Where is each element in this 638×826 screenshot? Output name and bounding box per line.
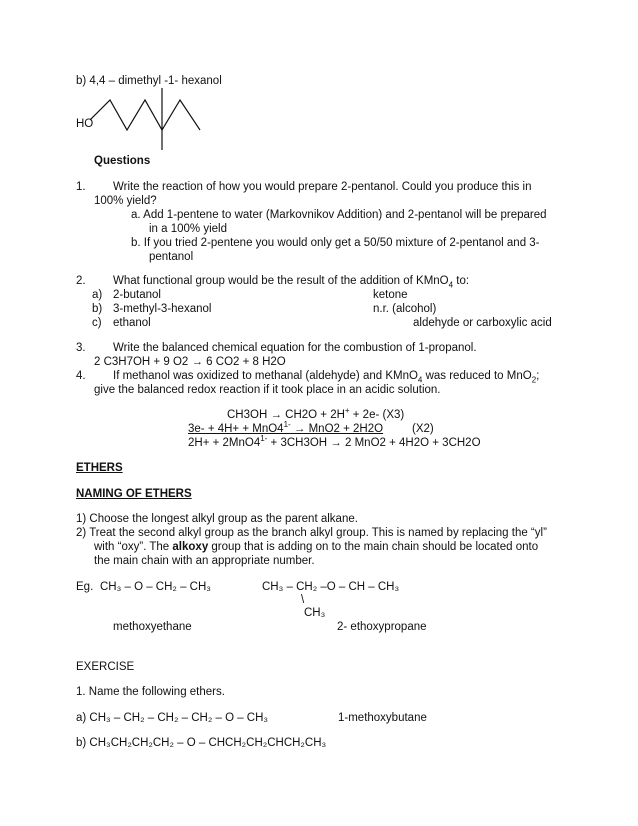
- naming-rule-2-cont: with “oxy”. The alkoxy group that is adding on to the main chain should be located onto: [94, 541, 539, 553]
- ethers-heading: ETHERS: [76, 462, 123, 474]
- q2-number: 2.: [76, 275, 86, 287]
- q3-text: Write the balanced chemical equation for the combustion of 1-propanol.: [113, 342, 477, 354]
- naming-rule-2: 2) Treat the second alkyl group as the branch alkyl group. This is named by replacing the “yl”: [76, 527, 547, 539]
- naming-rule-1: 1) Choose the longest alkyl group as the parent alkane.: [76, 513, 358, 525]
- branch-bond: \: [301, 594, 305, 606]
- q2-row-a-label: a): [92, 289, 103, 301]
- q4-text-cont: give the balanced redox reaction if it took place in an acidic solution.: [94, 384, 441, 396]
- q1-text: Write the reaction of how you would prepare 2-pentanol. Could you produce this in: [113, 181, 532, 193]
- example-formula-2: CH₃ – CH₂ –O – CH – CH₃: [262, 581, 400, 593]
- q2-row-a-answer: ketone: [373, 289, 408, 301]
- q1-text-cont: 100% yield?: [94, 195, 157, 207]
- exercise-b-formula: b) CH₃CH₂CH₂CH₂ – O – CHCH₂CH₂CHCH₂CH₃: [76, 737, 327, 749]
- q2-row-b-label: b): [92, 303, 103, 315]
- example-name-1: methoxyethane: [113, 621, 192, 633]
- questions-heading: Questions: [94, 155, 151, 167]
- q1-answer-b: b. If you tried 2-pentene you would only get a 50/50 mixture of 2-pentanol and 3-: [131, 237, 540, 249]
- q3-number: 3.: [76, 342, 86, 354]
- naming-ethers-heading: NAMING OF ETHERS: [76, 488, 192, 500]
- q2-row-b-answer: n.r. (alcohol): [373, 303, 437, 315]
- half-reaction-reduction: $3e- + 4H+ + MnO4^{1-} \to MnO2 + 2H2O$: [188, 420, 384, 435]
- q2-text: What functional group would be the result of the addition of KMnO$_4$ to:: [113, 275, 470, 290]
- reduction-multiplier: (X2): [412, 423, 434, 435]
- q1-number: 1.: [76, 181, 86, 193]
- part-b-label: b) 4,4 – dimethyl -1- hexanol: [76, 75, 222, 87]
- half-reaction-oxidation: CH3OH → CH2O + 2H+ + 2e- (X3): [227, 406, 405, 421]
- skeletal-structure: [90, 88, 220, 152]
- naming-rule-2-end: the main chain with an appropriate number.: [94, 555, 315, 567]
- exercise-heading: EXERCISE: [76, 661, 135, 673]
- q2-row-a-compound: 2-butanol: [113, 289, 161, 301]
- q1-answer-b-cont: pentanol: [149, 251, 194, 263]
- q1-answer-a: a. Add 1-pentene to water (Markovnikov Addition) and 2-pentanol will be prepared: [131, 209, 547, 221]
- exercise-a-formula: a) CH₃ – CH₂ – CH₂ – CH₂ – O – CH₃: [76, 712, 269, 724]
- q2-row-c-label: c): [92, 317, 102, 329]
- exercise-a-answer: 1-methoxybutane: [338, 712, 427, 724]
- overall-redox-equation: $2H+ + 2MnO4^{1-} + 3CH3OH \to 2$ MnO2 + 4H2O + 3CH2O: [188, 434, 481, 449]
- q2-row-c-compound: ethanol: [113, 317, 151, 329]
- q4-number: 4.: [76, 370, 86, 382]
- carbon-chain: [90, 100, 200, 130]
- hydroxyl-label: HO: [76, 118, 94, 130]
- q2-row-c-answer: aldehyde or carboxylic acid: [413, 317, 552, 329]
- branch-methyl: CH₃: [304, 607, 326, 619]
- q4-text: If methanol was oxidized to methanal (aldehyde) and KMnO$_4$ was reduced to MnO$_2$;: [113, 370, 540, 385]
- example-name-2: 2- ethoxypropane: [337, 621, 427, 633]
- q3-answer: 2 C3H7OH + 9 O2 → 6 CO2 + 8 H2O: [94, 356, 286, 368]
- q2-row-b-compound: 3-methyl-3-hexanol: [113, 303, 212, 315]
- exercise-instruction: 1. Name the following ethers.: [76, 686, 225, 698]
- example-formula-1: CH₃ – O – CH₂ – CH₃: [100, 581, 211, 593]
- example-label: Eg.: [76, 581, 94, 593]
- q1-answer-a-cont: in a 100% yield: [149, 223, 227, 235]
